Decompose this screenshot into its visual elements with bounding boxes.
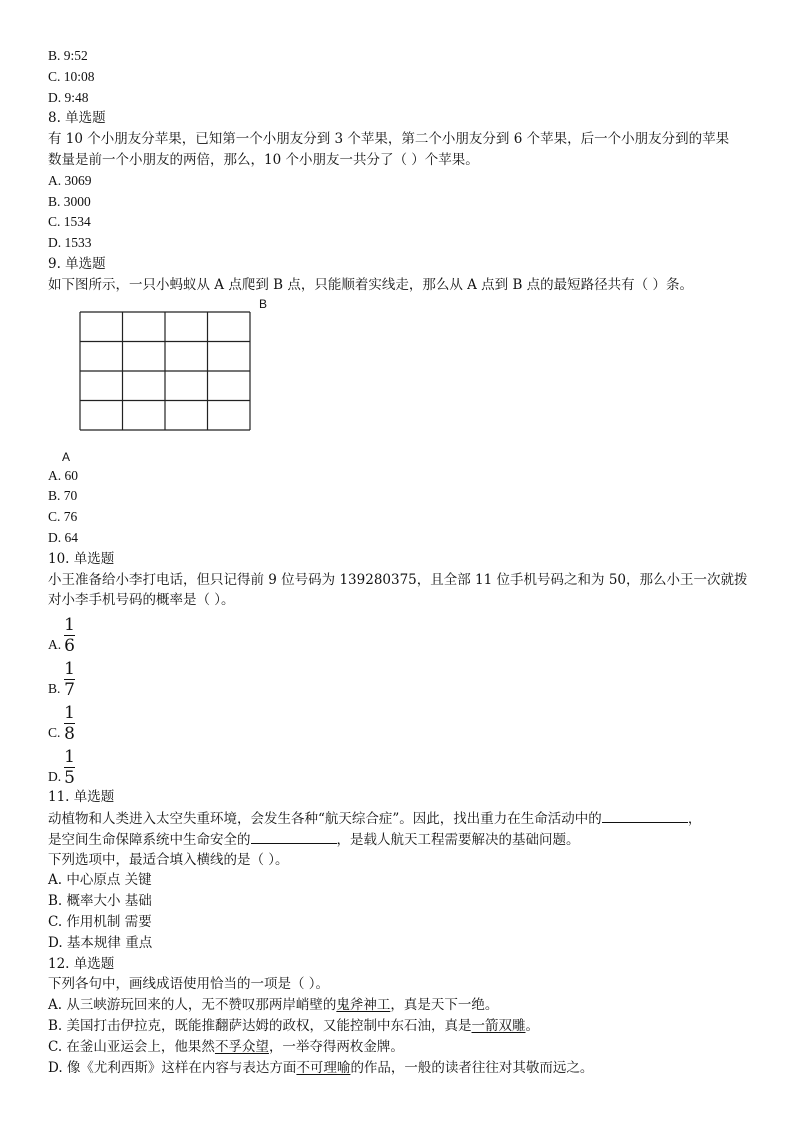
- q12-option-a-post: ，真是天下一绝。: [390, 997, 499, 1014]
- q12-option-a[interactable]: [48, 995, 758, 1016]
- q9-option-b[interactable]: B. 70: [48, 488, 78, 504]
- q12-option-a-pre: A. 从三峡游玩回来的人，无不赞叹那两岸峭壁的: [48, 997, 337, 1014]
- q12-option-b-post: 。: [525, 1017, 540, 1034]
- q11-option-b[interactable]: B. 概率大小 基础: [48, 893, 152, 910]
- q7-option-d[interactable]: D. 9:48: [48, 89, 89, 105]
- fraction-numerator: 1: [64, 747, 75, 768]
- exam-page: [48, 46, 758, 1078]
- q12-option-c-idiom: 不孚众望: [214, 1038, 269, 1055]
- q10-option-c-fraction: [64, 704, 75, 743]
- q11-option-d[interactable]: D. 基本规律 重点: [48, 934, 153, 951]
- q12-stem: 下列各句中，画线成语使用恰当的一项是（ ）。: [48, 976, 330, 993]
- q10-option-d[interactable]: [48, 743, 758, 787]
- q10-option-d-fraction: [64, 748, 75, 787]
- q9-option-c[interactable]: C. 76: [48, 509, 78, 525]
- q12-option-b-idiom: 一箭双雕: [471, 1017, 526, 1034]
- q11-option-a[interactable]: A. 中心原点 关键: [48, 872, 152, 889]
- q12-header: 12. 单选题: [48, 955, 115, 972]
- q10-option-d-label: D.: [48, 769, 62, 785]
- q7-option-c[interactable]: C. 10:08: [48, 68, 95, 84]
- q11-stem-part4: ，是载人航天工程需要解决的基础问题。: [336, 831, 580, 848]
- q10-option-a-label: A.: [48, 637, 62, 653]
- fraction-numerator: 1: [64, 659, 75, 680]
- q12-option-c-pre: C. 在釜山亚运会上，他果然: [48, 1038, 215, 1055]
- q11-prompt: 下列选项中，最适合填入横线的是（ ）。: [48, 851, 289, 868]
- q10-stem-line1: 小王准备给小李打电话，但只记得前 9 位号码为 139280375，且全部 11 位手机号码之和为 50，那么小王一次就拨: [48, 571, 748, 588]
- q12-option-b[interactable]: [48, 1016, 758, 1037]
- q8-option-a[interactable]: A. 3069: [48, 172, 92, 188]
- q12-option-d[interactable]: [48, 1058, 758, 1079]
- q9-option-a[interactable]: A. 60: [48, 467, 78, 483]
- fraction-numerator: 1: [64, 615, 75, 636]
- q9-header: 9. 单选题: [48, 255, 106, 272]
- q9-grid-figure: [48, 296, 348, 466]
- q10-option-c[interactable]: [48, 699, 758, 743]
- q8-header: 8. 单选题: [48, 110, 106, 127]
- q9-grid-svg: [48, 296, 348, 466]
- q10-option-b-fraction: [64, 660, 75, 699]
- q10-header: 10. 单选题: [48, 550, 115, 567]
- fraction-denominator: 5: [64, 768, 75, 789]
- q8-option-b[interactable]: B. 3000: [48, 193, 91, 209]
- q12-option-d-post: 的作品，一般的读者往往对其敬而远之。: [350, 1059, 594, 1076]
- q10-stem-line2: 对小李手机号码的概率是（ ）。: [48, 592, 235, 609]
- q10-option-b[interactable]: [48, 655, 758, 699]
- q11-stem-part2: ，: [687, 810, 702, 827]
- q9-option-d[interactable]: D. 64: [48, 529, 78, 545]
- q12-option-d-idiom: 不可理喻: [296, 1059, 351, 1076]
- q9-label-a: A: [62, 449, 71, 464]
- q12-option-c-post: ，一举夺得两枚金牌。: [268, 1038, 404, 1055]
- q11-header: 11. 单选题: [48, 789, 115, 806]
- q10-option-a-fraction: [64, 616, 75, 655]
- q12-option-d-pre: D. 像《尤利西斯》这样在内容与表达方面: [48, 1059, 297, 1076]
- q7-option-b[interactable]: B. 9:52: [48, 48, 88, 63]
- q11-stem-part3: 是空间生命保障系统中生命安全的: [48, 831, 251, 848]
- q12-option-b-pre: B. 美国打击伊拉克，既能推翻萨达姆的政权，又能控制中东石油，真是: [48, 1017, 472, 1034]
- q12-option-a-idiom: 鬼斧神工: [336, 997, 391, 1014]
- q9-stem: 如下图所示，一只小蚂蚁从 A 点爬到 B 点，只能顺着实线走，那么从 A 点到 B 点的最短路径共有（ ）条。: [48, 276, 693, 293]
- q9-label-b: B: [259, 296, 268, 311]
- q11-stem-part1: 动植物和人类进入太空失重环境，会发生各种“航天综合症”。因此，找出重力在生命活动中的: [48, 810, 602, 827]
- q10-option-c-label: C.: [48, 725, 61, 741]
- q8-option-d[interactable]: D. 1533: [48, 235, 92, 251]
- fraction-numerator: 1: [64, 703, 75, 724]
- q8-stem-line1: 有 10 个小朋友分苹果，已知第一个小朋友分到 3 个苹果，第二个小朋友分到 6 个苹果，后一个小朋友分到的苹果: [48, 131, 730, 148]
- q11-blank-2: [251, 829, 337, 844]
- q11-option-c[interactable]: C. 作用机制 需要: [48, 913, 152, 930]
- fraction-denominator: 7: [64, 680, 75, 701]
- q8-option-c[interactable]: C. 1534: [48, 214, 91, 230]
- q12-option-c[interactable]: [48, 1037, 758, 1058]
- fraction-denominator: 6: [64, 636, 75, 657]
- q11-blank-1: [602, 808, 688, 823]
- q11-stem-line2: [48, 829, 758, 850]
- q11-stem-line1: [48, 808, 758, 829]
- fraction-denominator: 8: [64, 724, 75, 745]
- q10-option-b-label: B.: [48, 681, 61, 697]
- q8-stem-line2: 数量是前一个小朋友的两倍，那么，10 个小朋友一共分了（ ）个苹果。: [48, 151, 479, 168]
- q10-option-a[interactable]: [48, 611, 758, 655]
